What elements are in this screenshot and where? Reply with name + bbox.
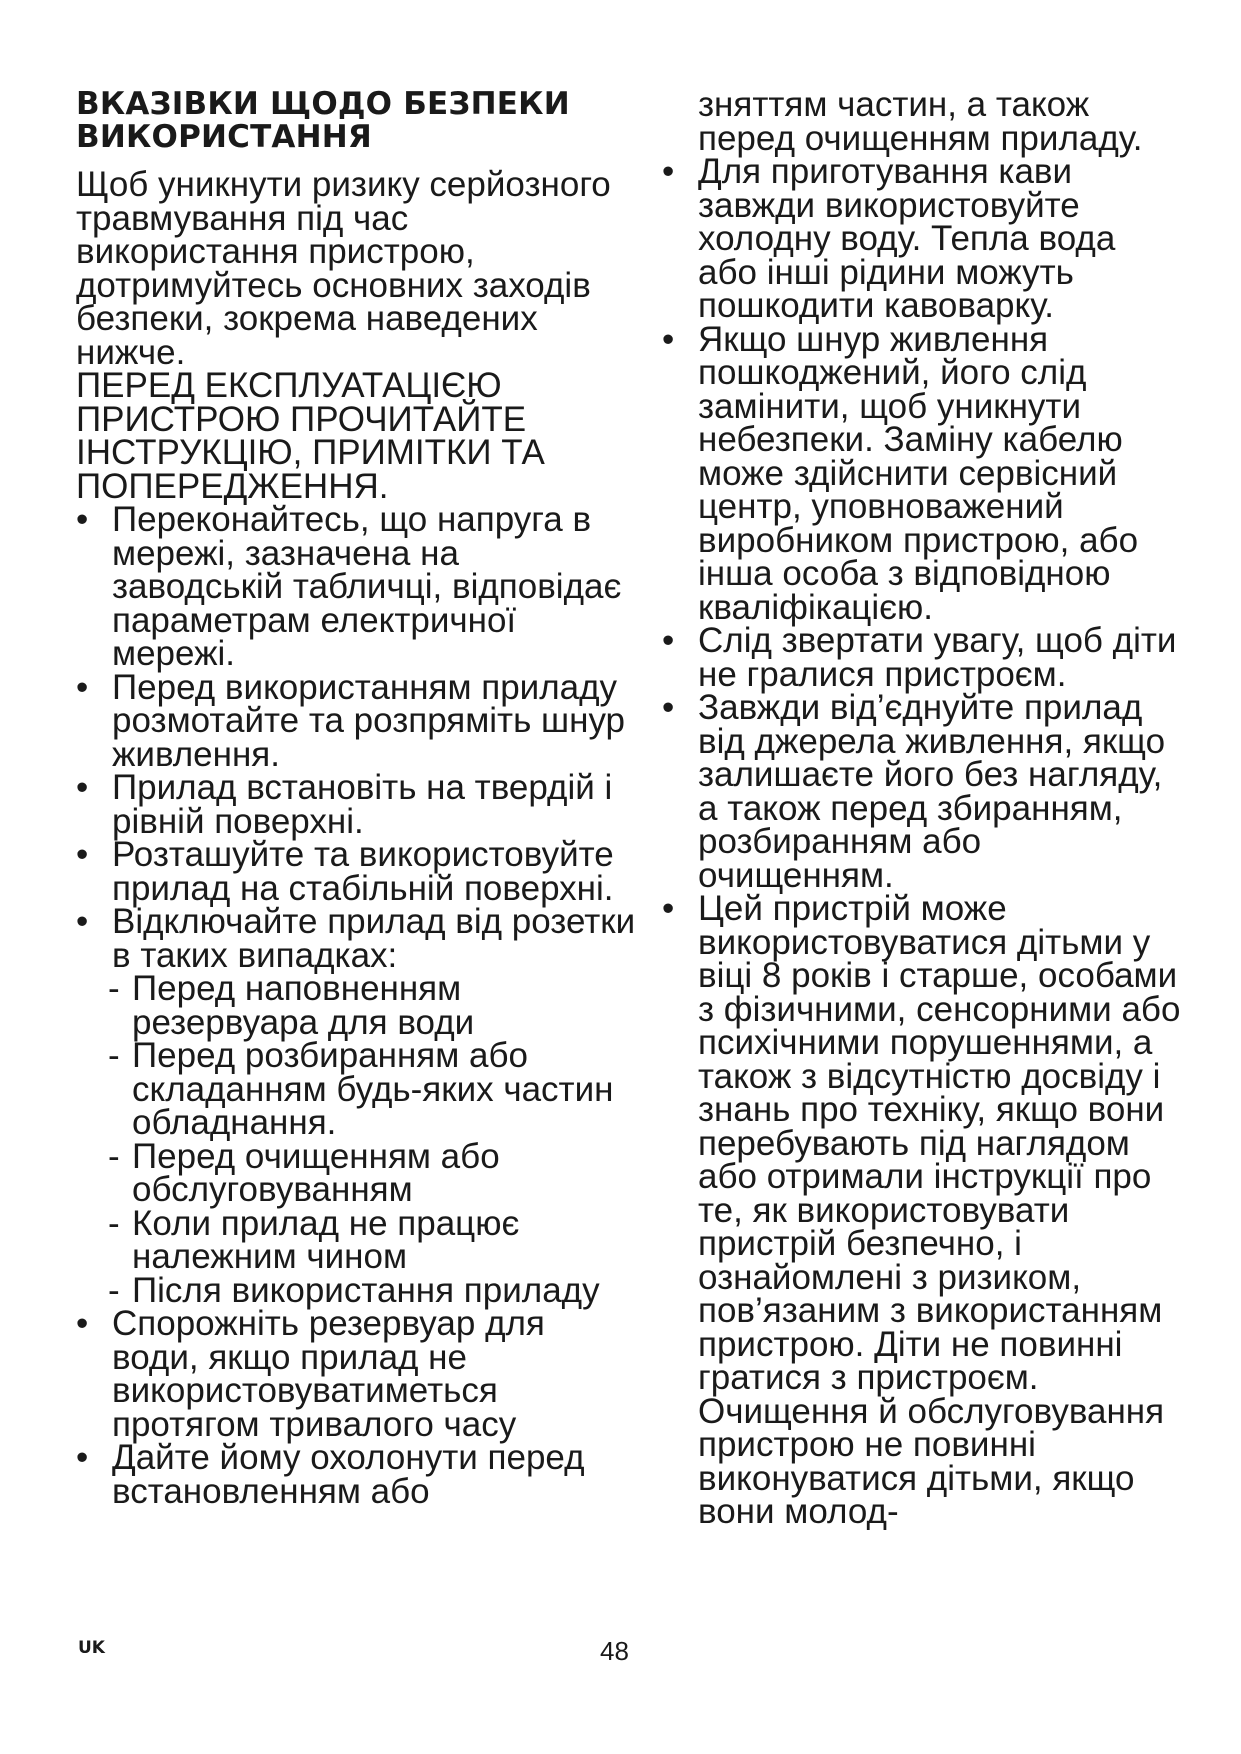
safety-bullet-list-right (662, 152, 1182, 1531)
bullet-item (76, 667, 636, 774)
sub-item: - Перед наповненням резервуара для води (108, 972, 636, 1039)
bullet-item (662, 319, 1182, 627)
bullet-text: • Завжди від’єднуйте прилад від джерела живлення, якщо залишаєте його без нагляду, а також перед збиранням, розбиранням або очищенням. (698, 688, 1166, 895)
bullet-text: • Цей пристрій може використовуватися дітьми у віці 8 років і старше, особами з фізичними, сенсорними або психічними порушеннями, а також з відсутністю досвіду і знань про техніку, якщо вони перебувають під наглядом або отримали інструкції про те, як використовувати пристрій безпечно, і ознайомлені з ризиком, пов’язаним з використанням пристрою. Діти не повинні гратися з пристроєм. Очищення й обслуговування пристрою не повинні виконуватися дітьми, якщо вони молод- (698, 889, 1181, 1531)
bullet-item (76, 1438, 636, 1511)
unplug-cases-list (112, 969, 636, 1310)
sub-item: - Перед очищенням або обслуговуванням (108, 1140, 636, 1207)
sub-item: - Після використання приладу (108, 1274, 636, 1308)
bullet-text: • Спорожніть резервуар для води, якщо прилад не використовуватиметься протягом тривалого часу (112, 1304, 545, 1444)
bullet-text: • Для приготування кави завжди використовуйте холодну воду. Тепла вода або інші рідини можуть пошкодити кавоварку. (698, 152, 1116, 325)
sub-item: - Коли прилад не працює належним чином (108, 1207, 636, 1274)
caps-notice: ПЕРЕД ЕКСПЛУАТАЦІЄЮ ПРИСТРОЮ ПРОЧИТАЙТЕ ІНСТРУКЦІЮ, ПРИМІТКИ ТА ПОПЕРЕДЖЕННЯ. (76, 366, 545, 506)
right-column (662, 85, 1182, 1531)
bullet-item (662, 688, 1182, 895)
continuation-text: зняттям частин, а також перед очищенням приладу. (698, 85, 1143, 158)
page-number: 48 (600, 1636, 629, 1666)
bullet-text: • Дайте йому охолонути перед встановленням або (112, 1438, 585, 1511)
bullet-text: • Розташуйте та використовуйте прилад на стабільній поверхні. (112, 835, 614, 908)
bullet-text: • Прилад встановіть на твердій і рівній поверхні. (112, 768, 613, 841)
bullet-item (662, 889, 1182, 1531)
bullet-item (76, 500, 636, 673)
bullet-text: • Перед використанням приладу розмотайте та розпряміть шнур живлення. (112, 667, 626, 774)
bullet-item (76, 835, 636, 908)
bullet-text: • Якщо шнур живлення пошкоджений, його слід замінити, щоб уникнути небезпеки. Заміну кабелю може здійснити сервісний центр, уповноважений виробником пристрою, або інша особа з відповідною кваліфікацією. (698, 319, 1139, 627)
sub-item: - Перед розбиранням або складанням будь-яких частин обладнання. (108, 1039, 636, 1140)
bullet-text: • Відключайте прилад від розетки в таких випадках: (112, 902, 636, 975)
left-column (76, 86, 636, 1511)
bullet-text: • Переконайтесь, що напруга в мережі, зазначена на заводській табличці, відповідає параметрам електричної мережі. (112, 500, 622, 673)
intro-paragraph: Щоб уникнути ризику серйозного травмування під час використання пристрою, дотримуйтесь основних заходів безпеки, зокрема наведених нижче. (76, 165, 611, 372)
bullet-text: • Слід звертати увагу, щоб діти не гралися пристроєм. (698, 621, 1177, 694)
safety-bullet-list-continued (662, 85, 1182, 158)
language-code: UK (78, 1638, 105, 1658)
bullet-item (662, 621, 1182, 694)
bullet-item (76, 1304, 636, 1444)
safety-heading: ВКАЗІВКИ ЩОДО БЕЗПЕКИ ВИКОРИСТАННЯ (76, 86, 570, 155)
bullet-item (76, 902, 636, 1310)
bullet-item (76, 768, 636, 841)
continued-text (662, 85, 1182, 158)
bullet-item (662, 152, 1182, 325)
safety-bullet-list (76, 500, 636, 1511)
